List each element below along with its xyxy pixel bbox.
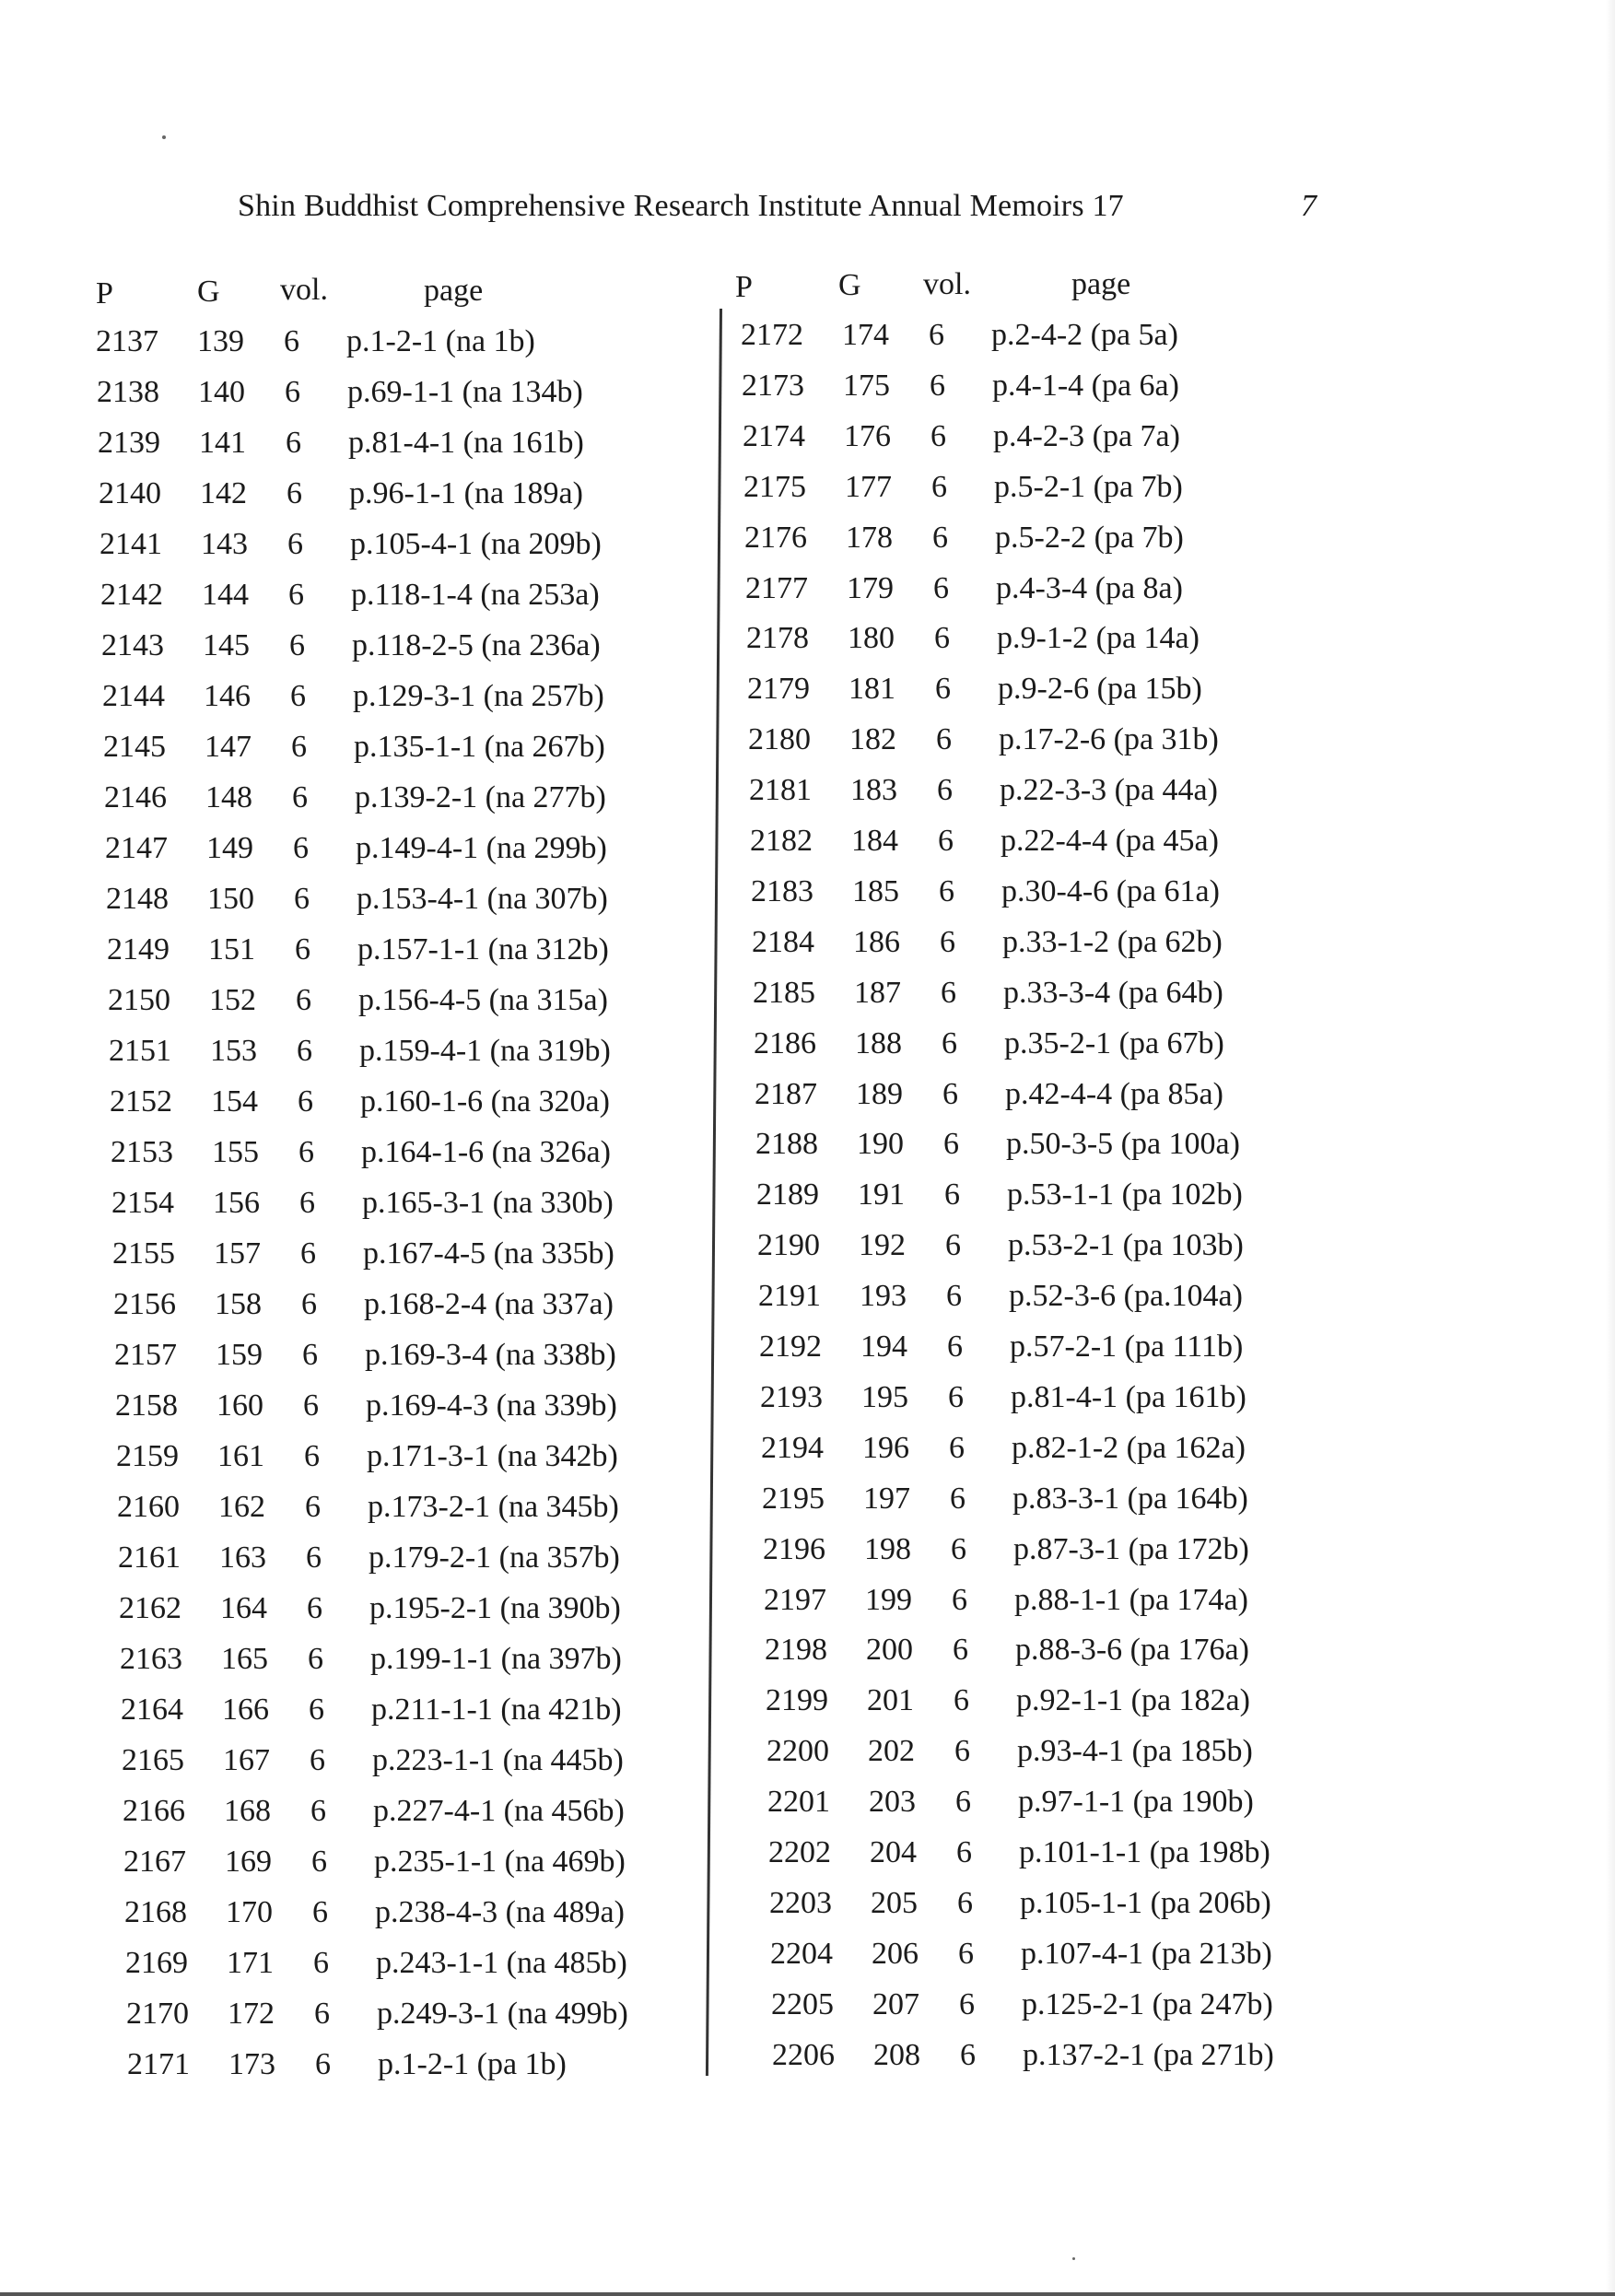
cell-page-reference: p.168-2-4 (na 337a) xyxy=(364,1287,614,1321)
cell-p-number: 2195 xyxy=(762,1481,825,1516)
cell-g-number: 198 xyxy=(864,1531,911,1566)
cell-p-number: 2152 xyxy=(110,1084,172,1119)
cell-p-number: 2190 xyxy=(757,1228,820,1263)
cell-page-reference: p.1-2-1 (na 1b) xyxy=(346,324,535,358)
column-header-page: page xyxy=(424,274,484,308)
cell-volume: 6 xyxy=(953,1633,968,1668)
cell-page-reference: p.9-1-2 (pa 14a) xyxy=(997,621,1200,656)
cell-volume: 6 xyxy=(293,831,309,865)
cell-volume: 6 xyxy=(954,1683,969,1718)
cell-page-reference: p.165-3-1 (na 330b) xyxy=(362,1186,614,1220)
column-header-vol: vol. xyxy=(923,267,971,301)
cell-page-reference: p.88-3-6 (pa 176a) xyxy=(1015,1633,1249,1668)
cell-p-number: 2198 xyxy=(765,1633,827,1668)
cell-g-number: 190 xyxy=(857,1127,904,1162)
cell-page-reference: p.105-4-1 (na 209b) xyxy=(350,527,602,561)
cell-g-number: 153 xyxy=(210,1034,257,1068)
cell-volume: 6 xyxy=(945,1228,961,1263)
cell-p-number: 2166 xyxy=(123,1794,185,1828)
cell-page-reference: p.139-2-1 (na 277b) xyxy=(355,780,606,814)
cell-p-number: 2206 xyxy=(772,2037,835,2072)
cell-page-reference: p.243-1-1 (na 485b) xyxy=(376,1946,627,1980)
cell-p-number: 2139 xyxy=(98,426,160,460)
cell-g-number: 201 xyxy=(867,1683,914,1718)
cell-page-reference: p.105-1-1 (pa 206b) xyxy=(1020,1885,1271,1920)
cell-g-number: 145 xyxy=(203,628,250,662)
cell-page-reference: p.82-1-2 (pa 162a) xyxy=(1012,1430,1246,1465)
cell-volume: 6 xyxy=(314,1997,330,2031)
scan-edge-right xyxy=(1606,0,1615,2296)
cell-page-reference: p.81-4-1 (na 161b) xyxy=(348,426,584,460)
cell-page-reference: p.227-4-1 (na 456b) xyxy=(373,1794,625,1828)
cell-volume: 6 xyxy=(310,1743,325,1777)
cell-page-reference: p.81-4-1 (pa 161b) xyxy=(1011,1379,1246,1414)
cell-page-reference: p.5-2-1 (pa 7b) xyxy=(994,469,1183,504)
cell-page-reference: p.195-2-1 (na 390b) xyxy=(369,1591,621,1625)
cell-page-reference: p.22-3-3 (pa 44a) xyxy=(1000,773,1218,808)
cell-p-number: 2192 xyxy=(759,1330,822,1364)
cell-g-number: 194 xyxy=(860,1330,907,1364)
cell-p-number: 2159 xyxy=(116,1439,179,1473)
scan-edge-bottom xyxy=(0,2292,1615,2296)
cell-volume: 6 xyxy=(960,2037,976,2072)
cell-p-number: 2183 xyxy=(751,873,813,908)
cell-page-reference: p.22-4-4 (pa 45a) xyxy=(1001,824,1219,858)
column-header-p: P xyxy=(96,276,113,310)
cell-p-number: 2141 xyxy=(99,527,162,561)
cell-volume: 6 xyxy=(290,679,306,713)
cell-page-reference: p.156-4-5 (na 315a) xyxy=(358,983,608,1017)
cell-volume: 6 xyxy=(301,1287,317,1321)
cell-page-reference: p.88-1-1 (pa 174a) xyxy=(1014,1582,1248,1617)
cell-volume: 6 xyxy=(943,1127,959,1162)
cell-page-reference: p.211-1-1 (na 421b) xyxy=(371,1693,622,1727)
cell-volume: 6 xyxy=(315,2047,331,2081)
cell-g-number: 181 xyxy=(848,672,895,707)
cell-p-number: 2137 xyxy=(96,324,158,358)
cell-p-number: 2138 xyxy=(97,375,159,409)
cell-g-number: 161 xyxy=(217,1439,264,1473)
cell-g-number: 188 xyxy=(855,1025,902,1060)
cell-g-number: 179 xyxy=(847,570,894,605)
cell-p-number: 2171 xyxy=(127,2047,190,2081)
cell-volume: 6 xyxy=(287,527,303,561)
cell-page-reference: p.69-1-1 (na 134b) xyxy=(347,375,583,409)
cell-page-reference: p.199-1-1 (na 397b) xyxy=(370,1642,622,1676)
cell-page-reference: p.50-3-5 (pa 100a) xyxy=(1006,1127,1240,1162)
cell-p-number: 2174 xyxy=(743,418,805,453)
cell-volume: 6 xyxy=(955,1785,971,1820)
cell-p-number: 2177 xyxy=(745,570,808,605)
cell-page-reference: p.173-2-1 (na 345b) xyxy=(368,1490,619,1524)
cell-page-reference: p.235-1-1 (na 469b) xyxy=(374,1845,626,1879)
cell-g-number: 140 xyxy=(198,375,245,409)
cell-volume: 6 xyxy=(959,1986,975,2021)
cell-g-number: 173 xyxy=(228,2047,275,2081)
cell-page-reference: p.101-1-1 (pa 198b) xyxy=(1019,1835,1270,1869)
cell-page-reference: p.137-2-1 (pa 271b) xyxy=(1023,2037,1274,2072)
cell-volume: 6 xyxy=(942,1025,957,1060)
running-header-title: Shin Buddhist Comprehensive Research Institute Annual Memoirs 17 xyxy=(238,189,1124,223)
cell-volume: 6 xyxy=(938,824,954,858)
cell-volume: 6 xyxy=(300,1236,316,1271)
cell-p-number: 2163 xyxy=(120,1642,182,1676)
cell-g-number: 172 xyxy=(228,1997,275,2031)
cell-g-number: 139 xyxy=(197,324,244,358)
cell-page-reference: p.179-2-1 (na 357b) xyxy=(369,1540,620,1575)
cell-page-reference: p.169-3-4 (na 338b) xyxy=(365,1338,616,1372)
cell-page-reference: p.97-1-1 (pa 190b) xyxy=(1018,1785,1254,1820)
cell-g-number: 192 xyxy=(859,1228,906,1263)
cell-g-number: 193 xyxy=(860,1279,907,1314)
cell-p-number: 2164 xyxy=(121,1693,183,1727)
cell-g-number: 157 xyxy=(214,1236,261,1271)
cell-p-number: 2167 xyxy=(123,1845,186,1879)
cell-volume: 6 xyxy=(289,628,305,662)
cell-g-number: 208 xyxy=(873,2037,920,2072)
column-header-g: G xyxy=(197,275,220,309)
cell-g-number: 165 xyxy=(221,1642,268,1676)
cell-g-number: 150 xyxy=(207,882,254,916)
cell-p-number: 2142 xyxy=(100,578,163,612)
cell-page-reference: p.129-3-1 (na 257b) xyxy=(353,679,604,713)
cell-p-number: 2148 xyxy=(106,882,169,916)
cell-page-reference: p.238-4-3 (na 489a) xyxy=(375,1895,625,1929)
cell-p-number: 2202 xyxy=(768,1835,831,1869)
cell-p-number: 2193 xyxy=(760,1379,823,1414)
cell-p-number: 2205 xyxy=(771,1986,834,2021)
cell-volume: 6 xyxy=(288,578,304,612)
cell-g-number: 155 xyxy=(212,1135,259,1169)
cell-g-number: 160 xyxy=(217,1388,263,1423)
column-divider-line xyxy=(706,309,722,2076)
cell-g-number: 159 xyxy=(216,1338,263,1372)
cell-page-reference: p.87-3-1 (pa 172b) xyxy=(1013,1531,1249,1566)
cell-volume: 6 xyxy=(291,730,307,764)
cell-g-number: 164 xyxy=(220,1591,267,1625)
cell-volume: 6 xyxy=(292,780,308,814)
cell-p-number: 2197 xyxy=(764,1582,826,1617)
cell-volume: 6 xyxy=(937,773,953,808)
cell-g-number: 199 xyxy=(865,1582,912,1617)
cell-g-number: 142 xyxy=(200,476,247,510)
cell-g-number: 146 xyxy=(204,679,251,713)
cell-p-number: 2156 xyxy=(113,1287,176,1321)
cell-page-reference: p.92-1-1 (pa 182a) xyxy=(1016,1683,1250,1718)
cell-volume: 6 xyxy=(952,1582,967,1617)
cell-g-number: 144 xyxy=(202,578,249,612)
cell-volume: 6 xyxy=(956,1835,972,1869)
cell-page-reference: p.96-1-1 (na 189a) xyxy=(349,476,583,510)
cell-g-number: 203 xyxy=(869,1785,916,1820)
cell-page-reference: p.2-4-2 (pa 5a) xyxy=(991,318,1178,352)
cell-p-number: 2158 xyxy=(115,1388,178,1423)
cell-volume: 6 xyxy=(294,882,310,916)
cell-volume: 6 xyxy=(312,1895,328,1929)
cell-volume: 6 xyxy=(313,1946,329,1980)
cell-g-number: 167 xyxy=(223,1743,270,1777)
cell-page-reference: p.1-2-1 (pa 1b) xyxy=(378,2047,567,2081)
cell-volume: 6 xyxy=(936,722,952,757)
cell-p-number: 2145 xyxy=(103,730,166,764)
cell-page-reference: p.53-1-1 (pa 102b) xyxy=(1007,1177,1243,1212)
cell-volume: 6 xyxy=(933,570,949,605)
cell-page-reference: p.135-1-1 (na 267b) xyxy=(354,730,605,764)
cell-page-reference: p.160-1-6 (na 320a) xyxy=(360,1084,610,1119)
column-header-g: G xyxy=(838,268,861,302)
cell-p-number: 2181 xyxy=(749,773,812,808)
cell-volume: 6 xyxy=(295,932,310,966)
cell-p-number: 2149 xyxy=(107,932,170,966)
cell-volume: 6 xyxy=(284,324,299,358)
cell-g-number: 141 xyxy=(199,426,246,460)
cell-page-reference: p.4-3-4 (pa 8a) xyxy=(996,570,1183,605)
cell-p-number: 2185 xyxy=(753,975,815,1010)
cell-volume: 6 xyxy=(949,1430,965,1465)
cell-g-number: 182 xyxy=(849,722,896,757)
cell-p-number: 2173 xyxy=(742,368,804,403)
column-header-vol: vol. xyxy=(280,273,328,307)
cell-page-reference: p.149-4-1 (na 299b) xyxy=(356,831,607,865)
cell-volume: 6 xyxy=(287,476,302,510)
cell-g-number: 189 xyxy=(856,1076,903,1111)
cell-volume: 6 xyxy=(309,1693,324,1727)
cell-volume: 6 xyxy=(306,1540,322,1575)
cell-g-number: 163 xyxy=(219,1540,266,1575)
cell-p-number: 2175 xyxy=(743,469,806,504)
cell-volume: 6 xyxy=(298,1084,313,1119)
cell-p-number: 2146 xyxy=(104,780,167,814)
cell-page-reference: p.223-1-1 (na 445b) xyxy=(372,1743,624,1777)
cell-page-reference: p.4-2-3 (pa 7a) xyxy=(993,418,1180,453)
cell-g-number: 168 xyxy=(224,1794,271,1828)
cell-volume: 6 xyxy=(296,983,311,1017)
cell-g-number: 186 xyxy=(853,924,900,959)
scan-speck xyxy=(1072,2257,1075,2260)
cell-g-number: 177 xyxy=(845,469,892,504)
cell-page-reference: p.157-1-1 (na 312b) xyxy=(357,932,609,966)
cell-p-number: 2182 xyxy=(750,824,813,858)
cell-volume: 6 xyxy=(957,1885,973,1920)
cell-p-number: 2196 xyxy=(763,1531,825,1566)
cell-page-reference: p.30-4-6 (pa 61a) xyxy=(1001,873,1220,908)
cell-p-number: 2169 xyxy=(125,1946,188,1980)
cell-p-number: 2168 xyxy=(124,1895,187,1929)
cell-p-number: 2187 xyxy=(755,1076,817,1111)
cell-g-number: 200 xyxy=(866,1633,913,1668)
cell-p-number: 2154 xyxy=(111,1186,174,1220)
cell-p-number: 2191 xyxy=(758,1279,821,1314)
cell-g-number: 156 xyxy=(213,1186,260,1220)
column-header-page: page xyxy=(1071,267,1131,301)
cell-volume: 6 xyxy=(948,1379,964,1414)
cell-p-number: 2161 xyxy=(118,1540,181,1575)
cell-g-number: 176 xyxy=(844,418,891,453)
cell-volume: 6 xyxy=(944,1177,960,1212)
cell-volume: 6 xyxy=(932,520,948,555)
cell-p-number: 2204 xyxy=(770,1936,833,1971)
cell-p-number: 2184 xyxy=(752,924,814,959)
cell-g-number: 148 xyxy=(205,780,252,814)
cell-g-number: 152 xyxy=(209,983,256,1017)
page-number: 7 xyxy=(1301,189,1317,223)
cell-p-number: 2199 xyxy=(766,1683,828,1718)
cell-p-number: 2153 xyxy=(111,1135,173,1169)
cell-p-number: 2188 xyxy=(755,1127,818,1162)
cell-g-number: 205 xyxy=(871,1885,918,1920)
cell-volume: 6 xyxy=(311,1845,327,1879)
cell-page-reference: p.5-2-2 (pa 7b) xyxy=(995,520,1184,555)
cell-page-reference: p.167-4-5 (na 335b) xyxy=(363,1236,614,1271)
cell-volume: 6 xyxy=(305,1490,321,1524)
cell-volume: 6 xyxy=(939,873,954,908)
cell-g-number: 174 xyxy=(842,318,889,352)
cell-g-number: 170 xyxy=(226,1895,273,1929)
cell-volume: 6 xyxy=(930,418,946,453)
cell-g-number: 154 xyxy=(211,1084,258,1119)
cell-volume: 6 xyxy=(941,975,956,1010)
cell-volume: 6 xyxy=(310,1794,326,1828)
cell-page-reference: p.17-2-6 (pa 31b) xyxy=(999,722,1219,757)
cell-p-number: 2178 xyxy=(746,621,809,656)
cell-volume: 6 xyxy=(297,1034,312,1068)
cell-g-number: 202 xyxy=(868,1734,915,1769)
cell-volume: 6 xyxy=(951,1531,966,1566)
cell-p-number: 2151 xyxy=(109,1034,171,1068)
cell-p-number: 2203 xyxy=(769,1885,832,1920)
cell-g-number: 196 xyxy=(862,1430,909,1465)
cell-volume: 6 xyxy=(302,1338,318,1372)
cell-g-number: 149 xyxy=(206,831,253,865)
cell-page-reference: p.4-1-4 (pa 6a) xyxy=(992,368,1179,403)
cell-p-number: 2165 xyxy=(122,1743,184,1777)
cell-g-number: 175 xyxy=(843,368,890,403)
cell-p-number: 2186 xyxy=(754,1025,816,1060)
cell-g-number: 151 xyxy=(208,932,255,966)
cell-g-number: 184 xyxy=(851,824,898,858)
cell-page-reference: p.33-3-4 (pa 64b) xyxy=(1003,975,1223,1010)
cell-page-reference: p.118-1-4 (na 253a) xyxy=(351,578,600,612)
cell-p-number: 2194 xyxy=(761,1430,824,1465)
cell-g-number: 197 xyxy=(863,1481,910,1516)
cell-g-number: 143 xyxy=(201,527,248,561)
cell-g-number: 206 xyxy=(872,1936,919,1971)
cell-page-reference: p.159-4-1 (na 319b) xyxy=(359,1034,611,1068)
cell-g-number: 162 xyxy=(218,1490,265,1524)
column-header-p: P xyxy=(735,270,753,304)
cell-g-number: 180 xyxy=(848,621,895,656)
cell-page-reference: p.83-3-1 (pa 164b) xyxy=(1012,1481,1248,1516)
cell-page-reference: p.42-4-4 (pa 85a) xyxy=(1005,1076,1223,1111)
cell-volume: 6 xyxy=(929,318,944,352)
cell-volume: 6 xyxy=(935,672,951,707)
cell-g-number: 191 xyxy=(858,1177,905,1212)
cell-p-number: 2179 xyxy=(747,672,810,707)
cell-page-reference: p.249-3-1 (na 499b) xyxy=(377,1997,628,2031)
cell-volume: 6 xyxy=(942,1076,958,1111)
cell-volume: 6 xyxy=(940,924,955,959)
cell-volume: 6 xyxy=(950,1481,965,1516)
cell-p-number: 2147 xyxy=(105,831,168,865)
cell-p-number: 2176 xyxy=(744,520,807,555)
cell-p-number: 2170 xyxy=(126,1997,189,2031)
cell-volume: 6 xyxy=(947,1330,963,1364)
cell-p-number: 2172 xyxy=(741,318,803,352)
cell-p-number: 2200 xyxy=(767,1734,829,1769)
cell-volume: 6 xyxy=(286,426,301,460)
cell-p-number: 2189 xyxy=(756,1177,819,1212)
cell-g-number: 195 xyxy=(861,1379,908,1414)
cell-g-number: 183 xyxy=(850,773,897,808)
cell-page-reference: p.52-3-6 (pa.104a) xyxy=(1009,1279,1243,1314)
cell-page-reference: p.153-4-1 (na 307b) xyxy=(357,882,608,916)
cell-g-number: 169 xyxy=(225,1845,272,1879)
cell-page-reference: p.33-1-2 (pa 62b) xyxy=(1002,924,1223,959)
cell-page-reference: p.107-4-1 (pa 213b) xyxy=(1021,1936,1272,1971)
cell-g-number: 158 xyxy=(215,1287,262,1321)
cell-p-number: 2201 xyxy=(767,1785,830,1820)
scan-speck xyxy=(162,135,166,139)
cell-page-reference: p.171-3-1 (na 342b) xyxy=(367,1439,618,1473)
cell-g-number: 178 xyxy=(846,520,893,555)
cell-volume: 6 xyxy=(299,1186,315,1220)
cell-volume: 6 xyxy=(285,375,300,409)
cell-page-reference: p.53-2-1 (pa 103b) xyxy=(1008,1228,1244,1263)
cell-page-reference: p.169-4-3 (na 339b) xyxy=(366,1388,617,1423)
cell-volume: 6 xyxy=(946,1279,962,1314)
cell-page-reference: p.125-2-1 (pa 247b) xyxy=(1022,1986,1273,2021)
cell-volume: 6 xyxy=(298,1135,314,1169)
cell-g-number: 166 xyxy=(222,1693,269,1727)
cell-g-number: 207 xyxy=(872,1986,919,2021)
cell-volume: 6 xyxy=(308,1642,323,1676)
cell-g-number: 147 xyxy=(205,730,252,764)
cell-page-reference: p.35-2-1 (pa 67b) xyxy=(1004,1025,1224,1060)
cell-p-number: 2180 xyxy=(748,722,811,757)
cell-volume: 6 xyxy=(930,368,945,403)
cell-page-reference: p.164-1-6 (na 326a) xyxy=(361,1135,611,1169)
cell-p-number: 2160 xyxy=(117,1490,180,1524)
cell-page-reference: p.57-2-1 (pa 111b) xyxy=(1010,1330,1244,1364)
cell-g-number: 171 xyxy=(227,1946,274,1980)
cell-p-number: 2144 xyxy=(102,679,165,713)
cell-volume: 6 xyxy=(934,621,950,656)
cell-volume: 6 xyxy=(931,469,947,504)
cell-volume: 6 xyxy=(304,1439,320,1473)
cell-g-number: 204 xyxy=(870,1835,917,1869)
cell-volume: 6 xyxy=(954,1734,970,1769)
cell-p-number: 2143 xyxy=(101,628,164,662)
cell-g-number: 185 xyxy=(852,873,899,908)
cell-g-number: 187 xyxy=(854,975,901,1010)
cell-volume: 6 xyxy=(303,1388,319,1423)
cell-page-reference: p.118-2-5 (na 236a) xyxy=(352,628,601,662)
cell-p-number: 2150 xyxy=(108,983,170,1017)
cell-page-reference: p.93-4-1 (pa 185b) xyxy=(1017,1734,1253,1769)
cell-p-number: 2155 xyxy=(112,1236,175,1271)
cell-volume: 6 xyxy=(307,1591,322,1625)
cell-p-number: 2140 xyxy=(99,476,161,510)
cell-volume: 6 xyxy=(958,1936,974,1971)
cell-p-number: 2162 xyxy=(119,1591,181,1625)
cell-page-reference: p.9-2-6 (pa 15b) xyxy=(998,672,1202,707)
cell-p-number: 2157 xyxy=(114,1338,177,1372)
